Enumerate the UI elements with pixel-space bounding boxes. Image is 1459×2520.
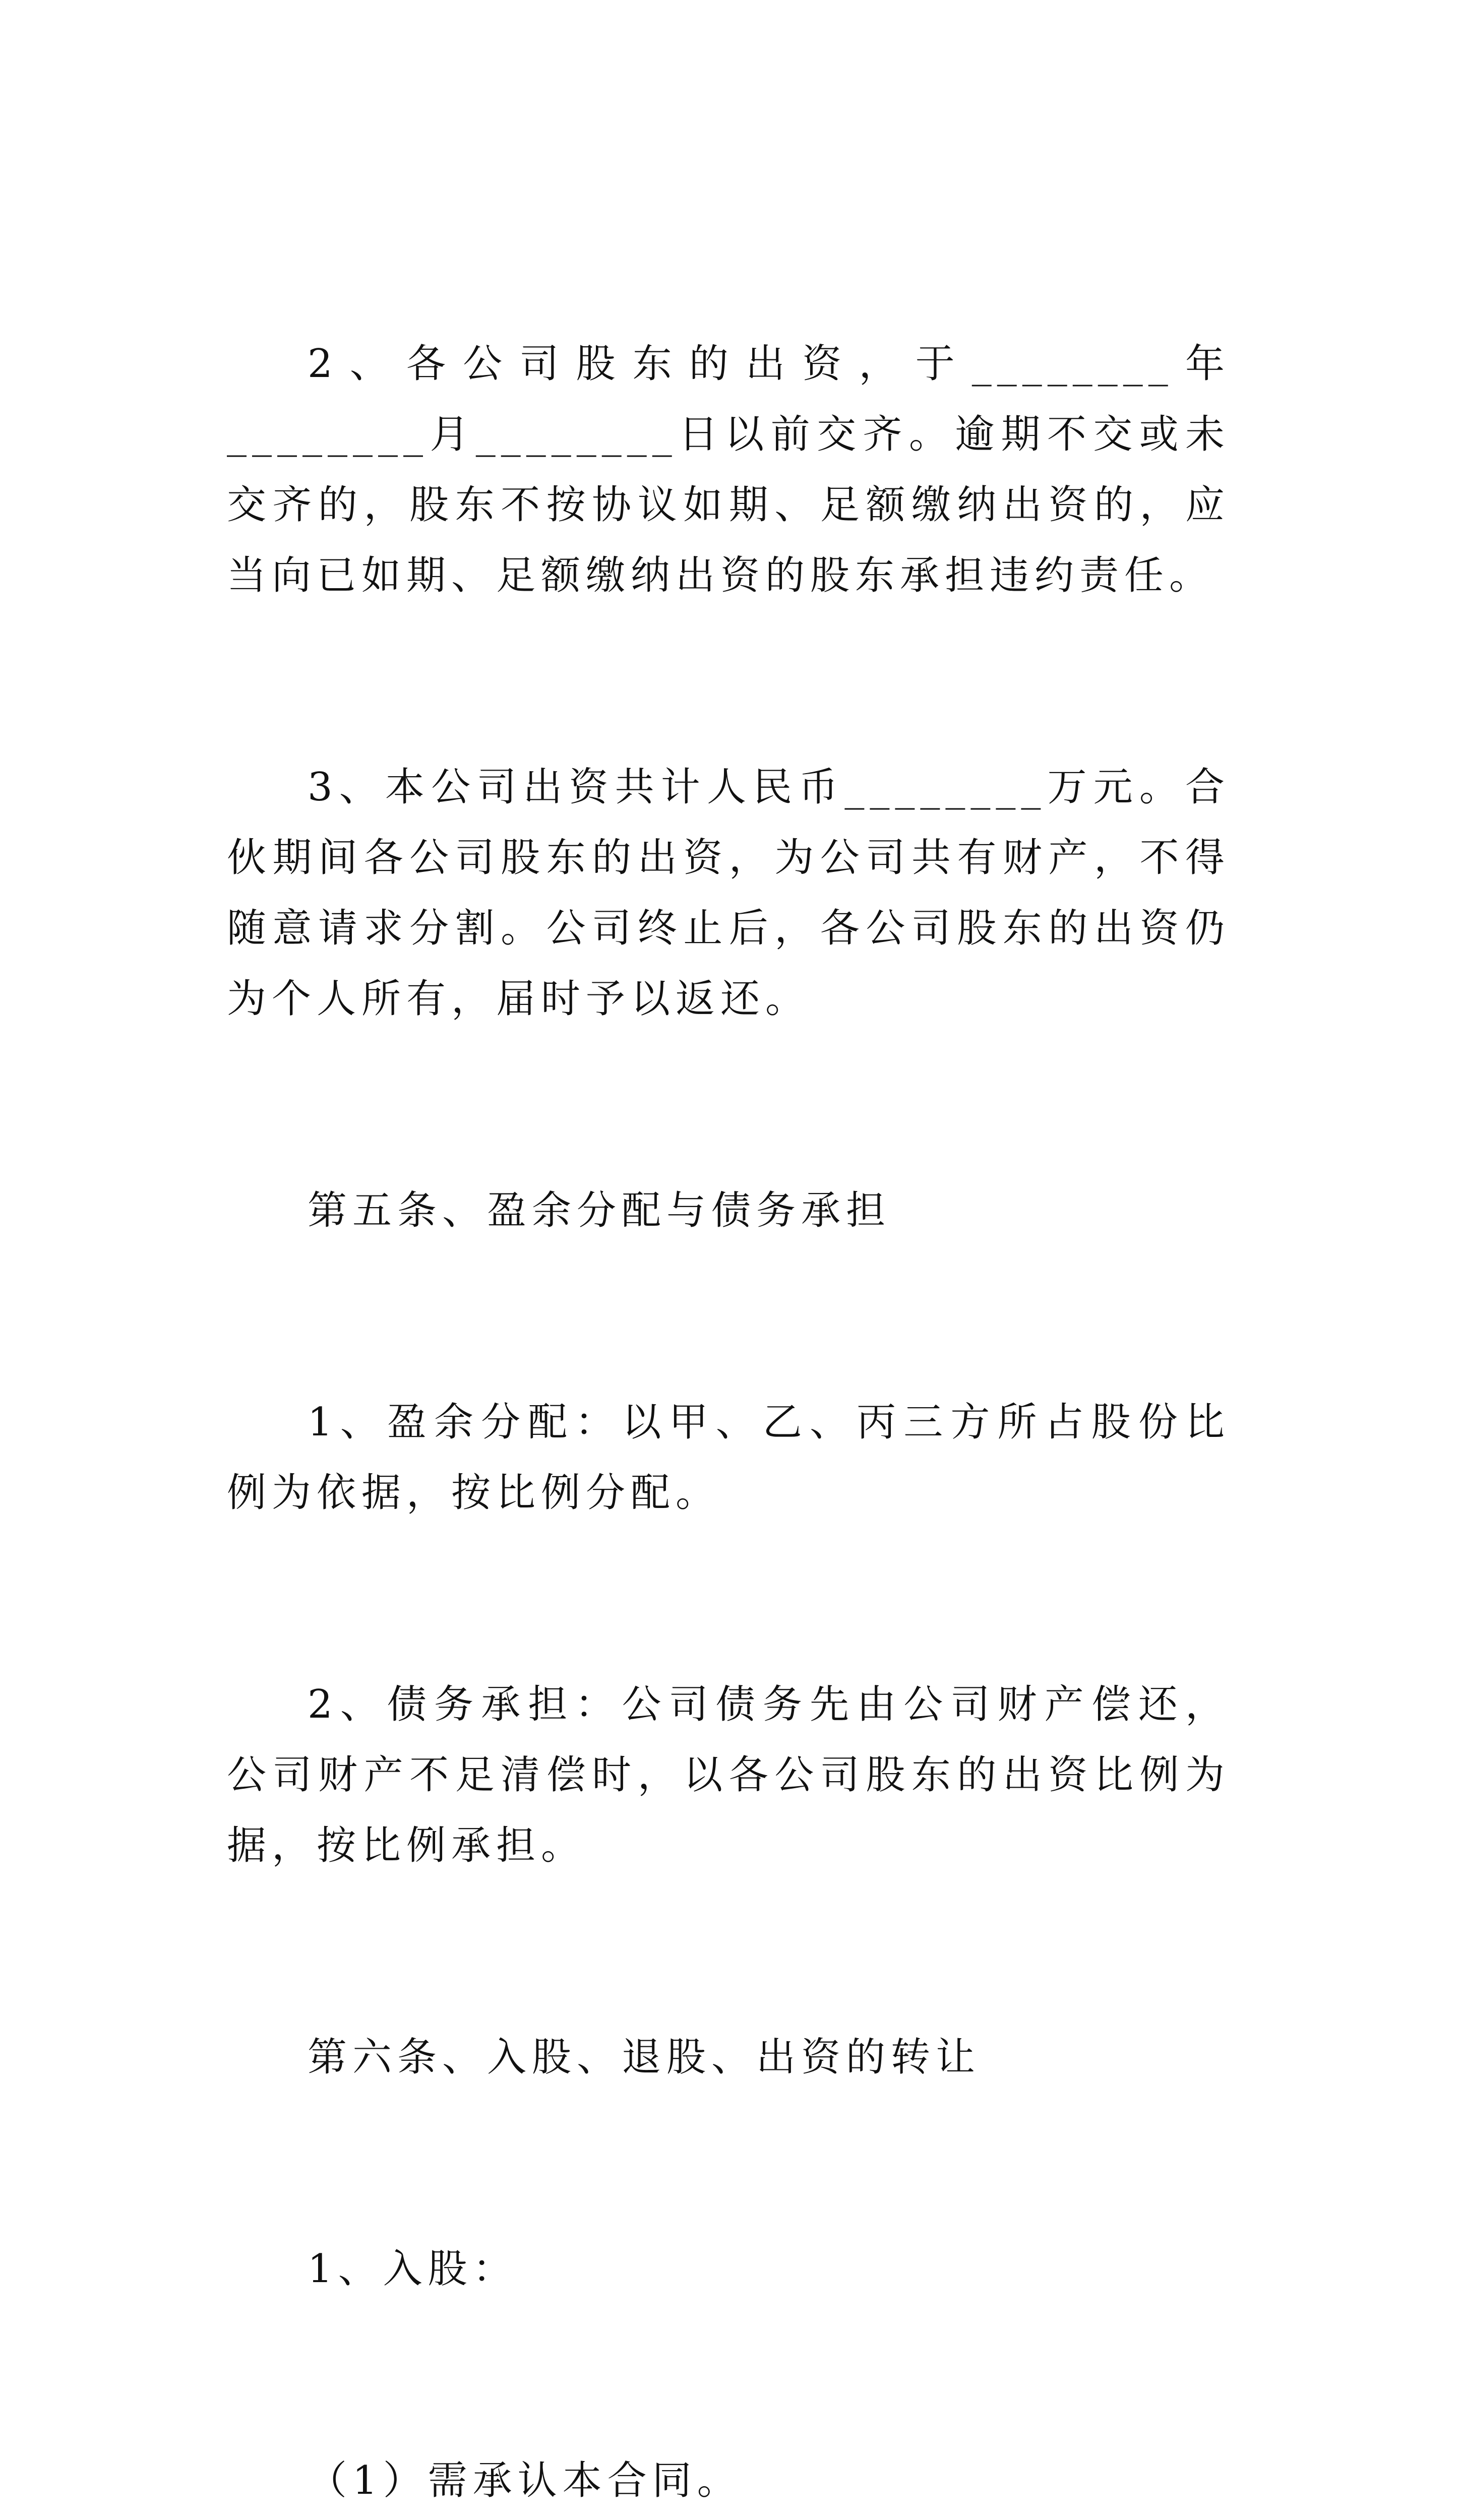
- paragraph-total-capital: 3、本公司出资共计人民币________万元。合伙期间各公司股东的出资，为公司共有财产，不得随意请求分割。公司终止后，各公司股东的出资仍为个人所有，届时予以返还。: [227, 765, 1230, 1022]
- document-body: [227, 187, 1230, 2520]
- paragraph-profit-distribution: 1、盈余分配：以甲、乙、丙三方所占股份比例为依据，按比例分配。: [227, 1400, 1230, 1516]
- paragraph-debt-bearing: 2、债务承担：公司债务先由公司财产偿还，公司财产不足清偿时，以各公司股东的出资比例为据，按比例承担。: [227, 1682, 1230, 1868]
- paragraph-join-item-1: （1）需承认本合同。: [308, 2458, 742, 2503]
- article-6-heading: 第六条、入股、退股、出资的转让: [308, 2035, 981, 2080]
- paragraph-join-heading: 1、入股：: [308, 2246, 518, 2292]
- article-5-heading: 第五条、盈余分配与债务承担: [308, 1188, 891, 1233]
- paragraph-capital-deadline: 2、各公司股东的出资，于________年________月________日以前交齐。逾期不交或未交齐的，股东不按协议如期、足额缴纳出资的，应当向已如期、足额缴纳出资的股东承担违约责任。: [227, 341, 1230, 598]
